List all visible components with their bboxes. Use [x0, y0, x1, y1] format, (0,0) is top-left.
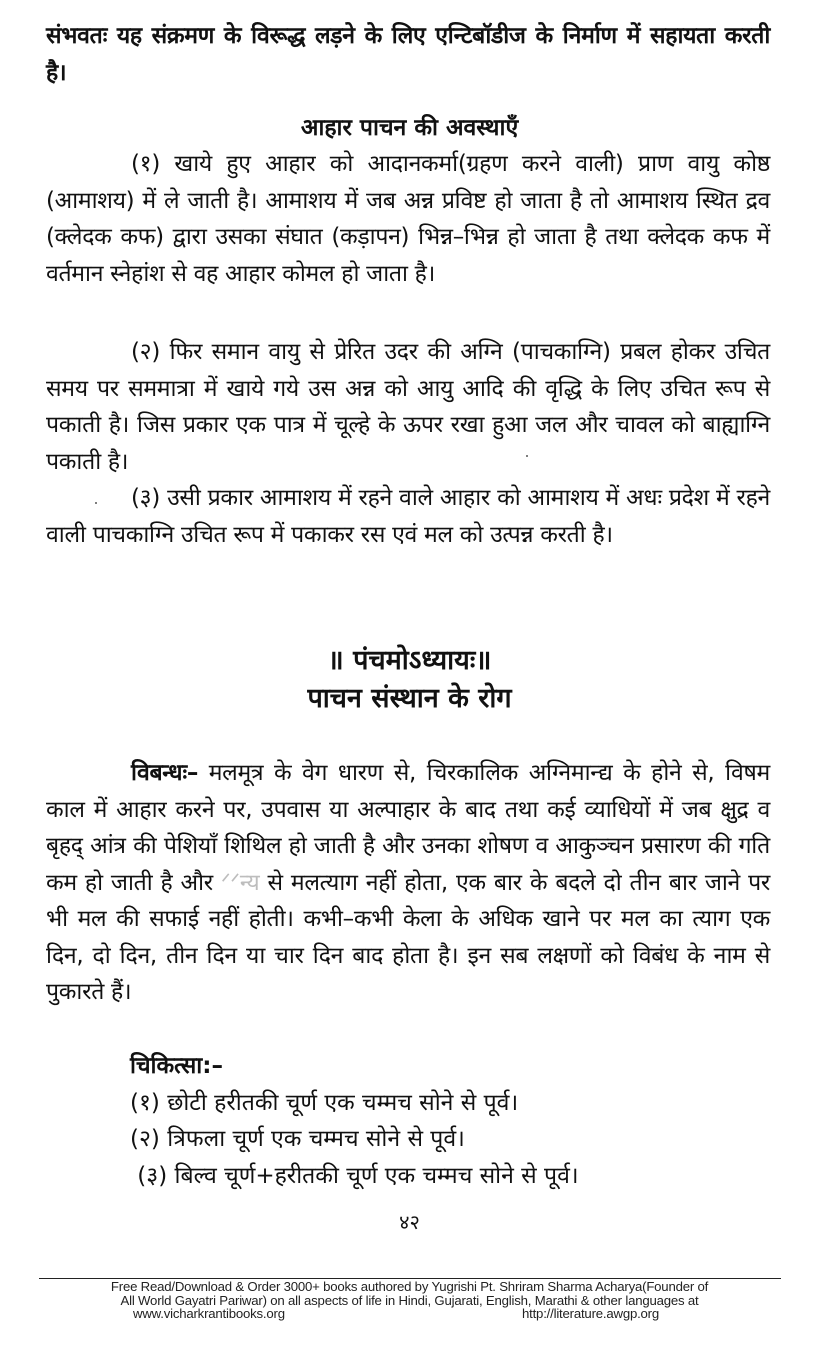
section-heading: आहार पाचन की अवस्थाएँ	[300, 115, 519, 141]
treatment-item: (२) त्रिफला चूर्ण एक चम्मच सोने से पूर्व।	[130, 1126, 465, 1152]
footer	[0, 1280, 819, 1321]
scan-speck	[526, 455, 528, 457]
footer-links	[0, 1307, 819, 1321]
vibandh-paragraph	[46, 755, 770, 1011]
vibandh-text-continued: से मलत्याग नहीं होता, एक बार के बदले दो तीन बार जाने पर भी मल की सफाई नहीं होती। कभी–कभी केला के अधिक खाने पर मल का त्याग एक दिन, दो दिन, तीन दिन या चार दिन बाद होता है। इन सब लक्षणों को विबंध के नाम से पुकारते हैं।	[46, 869, 771, 1005]
vibandh-label: विबन्धः–	[131, 760, 199, 786]
intro-paragraph: संभवतः यह संक्रमण के विरूद्ध लड़ने के लिए एन्टिबॉडीज के निर्माण में सहायता करती है।	[46, 23, 770, 86]
treatment-item: (३) बिल्व चूर्ण+हरीतकी चूर्ण एक चम्मच सोने से पूर्व।	[130, 1162, 579, 1189]
footer-line-2: All World Gayatri Pariwar) on all aspects of life in Hindi, Gujarati, English, Marathi & other languages at	[120, 1292, 699, 1308]
chapter-subtitle: पाचन संस्थान के रोग	[307, 683, 512, 714]
chapter-title: ॥ पंचमोऽध्यायः॥	[327, 645, 492, 676]
link-literature-awgp[interactable]: http://literature.awgp.org	[522, 1306, 660, 1321]
footer-line-1: Free Read/Download & Order 3000+ books authored by Yugrishi Pt. Shriram Sharma Acharya(Founder of	[110, 1279, 709, 1294]
paragraph-3: (३) उसी प्रकार आमाशय में रहने वाले आहार को आमाशय में अधः प्रदेश में रहने वाली पाचकाग्नि उचित रूप में पकाकर रस एवं मल को उत्पन्न करती है।	[46, 485, 770, 548]
page-number: ४२	[399, 1210, 420, 1234]
paragraph-2: (२) फिर समान वायु से प्रेरित उदर की अग्नि (पाचकाग्नि) प्रबल होकर उचित समय पर सममात्रा में खाये गये उस अन्न को आयु आदि की वृद्धि के लिए उचित रूप से पकाती है। जिस प्रकार एक पात्र में चूल्हे के ऊपर रखा हुआ जल और चावल को बाह्याग्नि पकाती है।	[46, 339, 770, 475]
paragraph-1: (१) खाये हुए आहार को आदानकर्मा(ग्रहण करने वाली) प्राण वायु कोष्ठ (आमाशय) में ले जाती है। आमाशय में जब अन्न प्रविष्ट हो जाता है तो आमाशय स्थित द्रव (क्लेदक कफ) द्वारा उसका संघात (कड़ापन) भिन्न–भिन्न हो जाता है तथा क्लेदक कफ में वर्तमान स्नेहांश से वह आहार कोमल हो जाता है।	[46, 151, 770, 287]
treatment-item: (१) छोटी हरीतकी चूर्ण एक चम्मच सोने से पूर्व।	[130, 1089, 519, 1116]
erased-fragment: ᐟᐟन्य	[221, 869, 260, 896]
treatment-label: चिकित्सा:–	[130, 1053, 223, 1079]
scan-speck	[95, 502, 97, 504]
treatment-list	[130, 1048, 770, 1194]
vibandh-text: मलमूत्र के वेग धारण से, चिरकालिक अग्निमान्द्य के होने से, विषम काल में आहार करने पर, उपवास या अल्पाहार के बाद तथा कई व्याधियों में जब क्षुद्र व बृहद् आंत्र की पेशियाँ शिथिल हो जाती है और उनका शोषण व आकुञ्चन प्रसारण की गति कम हो जाती है और	[46, 760, 770, 896]
link-vicharkrantibooks[interactable]: www.vicharkrantibooks.org	[133, 1306, 285, 1321]
